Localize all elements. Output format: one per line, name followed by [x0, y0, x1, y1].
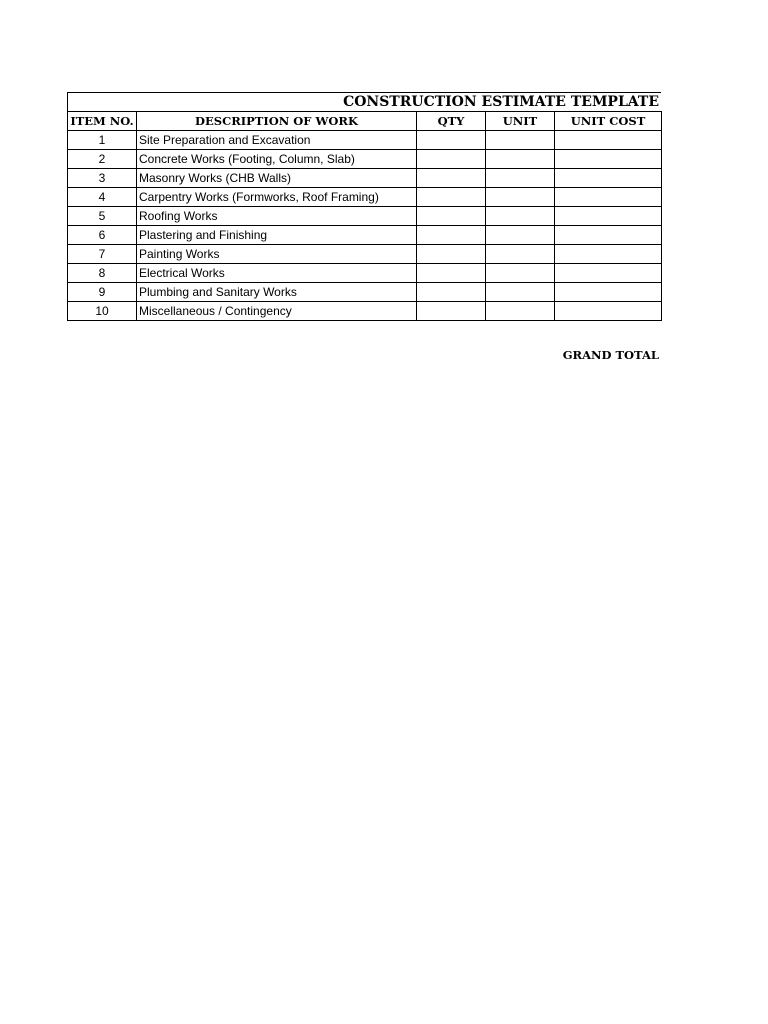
qty-cell[interactable] [417, 131, 486, 150]
table-row [68, 226, 662, 245]
unit-cost-cell[interactable] [555, 188, 662, 207]
description-cell[interactable]: Carpentry Works (Formworks, Roof Framing) [137, 188, 417, 207]
table-row [68, 131, 662, 150]
unit-cell[interactable] [486, 302, 555, 321]
unit-cost-cell[interactable] [555, 150, 662, 169]
unit-cost-cell[interactable] [555, 245, 662, 264]
unit-cell[interactable] [486, 245, 555, 264]
table-row [68, 207, 662, 226]
table-row [68, 245, 662, 264]
qty-cell[interactable] [417, 264, 486, 283]
description-cell[interactable]: Miscellaneous / Contingency [137, 302, 417, 321]
qty-cell[interactable] [417, 226, 486, 245]
unit-cost-cell[interactable] [555, 207, 662, 226]
description-cell[interactable]: Painting Works [137, 245, 417, 264]
header-unit-cost: UNIT COST [555, 112, 662, 131]
item-no-cell[interactable]: 2 [68, 150, 137, 169]
table-row [68, 302, 662, 321]
item-no-cell[interactable]: 9 [68, 283, 137, 302]
unit-cost-cell[interactable] [555, 302, 662, 321]
item-no-cell[interactable]: 4 [68, 188, 137, 207]
qty-cell[interactable] [417, 169, 486, 188]
unit-cost-cell[interactable] [555, 131, 662, 150]
qty-cell[interactable] [417, 207, 486, 226]
item-no-cell[interactable]: 10 [68, 302, 137, 321]
description-cell[interactable]: Roofing Works [137, 207, 417, 226]
table-row [68, 264, 662, 283]
item-no-cell[interactable]: 6 [68, 226, 137, 245]
table-row [68, 188, 662, 207]
item-no-cell[interactable]: 7 [68, 245, 137, 264]
header-item-no: ITEM NO. [68, 112, 137, 131]
description-cell[interactable]: Site Preparation and Excavation [137, 131, 417, 150]
description-cell[interactable]: Electrical Works [137, 264, 417, 283]
unit-cell[interactable] [486, 226, 555, 245]
unit-cell[interactable] [486, 207, 555, 226]
unit-cost-cell[interactable] [555, 169, 662, 188]
unit-cell[interactable] [486, 283, 555, 302]
header-unit: UNIT [486, 112, 555, 131]
description-cell[interactable]: Plastering and Finishing [137, 226, 417, 245]
description-cell[interactable]: Plumbing and Sanitary Works [137, 283, 417, 302]
unit-cell[interactable] [486, 131, 555, 150]
unit-cell[interactable] [486, 169, 555, 188]
table-header-row [68, 112, 662, 131]
qty-cell[interactable] [417, 245, 486, 264]
item-no-cell[interactable]: 8 [68, 264, 137, 283]
unit-cost-cell[interactable] [555, 226, 662, 245]
table-row [68, 169, 662, 188]
qty-cell[interactable] [417, 188, 486, 207]
title-row [67, 92, 661, 111]
item-no-cell[interactable]: 5 [68, 207, 137, 226]
qty-cell[interactable] [417, 283, 486, 302]
qty-cell[interactable] [417, 150, 486, 169]
estimate-sheet [67, 92, 661, 321]
description-cell[interactable]: Concrete Works (Footing, Column, Slab) [137, 150, 417, 169]
unit-cell[interactable] [486, 188, 555, 207]
item-no-cell[interactable]: 1 [68, 131, 137, 150]
item-no-cell[interactable]: 3 [68, 169, 137, 188]
unit-cell[interactable] [486, 264, 555, 283]
header-qty: QTY [417, 112, 486, 131]
unit-cost-cell[interactable] [555, 264, 662, 283]
table-row [68, 283, 662, 302]
description-cell[interactable]: Masonry Works (CHB Walls) [137, 169, 417, 188]
estimate-table [67, 111, 662, 321]
qty-cell[interactable] [417, 302, 486, 321]
unit-cost-cell[interactable] [555, 283, 662, 302]
table-row [68, 150, 662, 169]
grand-total-label: GRAND TOTAL [562, 348, 659, 362]
unit-cell[interactable] [486, 150, 555, 169]
header-description: DESCRIPTION OF WORK [137, 112, 417, 131]
page-title: CONSTRUCTION ESTIMATE TEMPLATE [343, 94, 659, 110]
